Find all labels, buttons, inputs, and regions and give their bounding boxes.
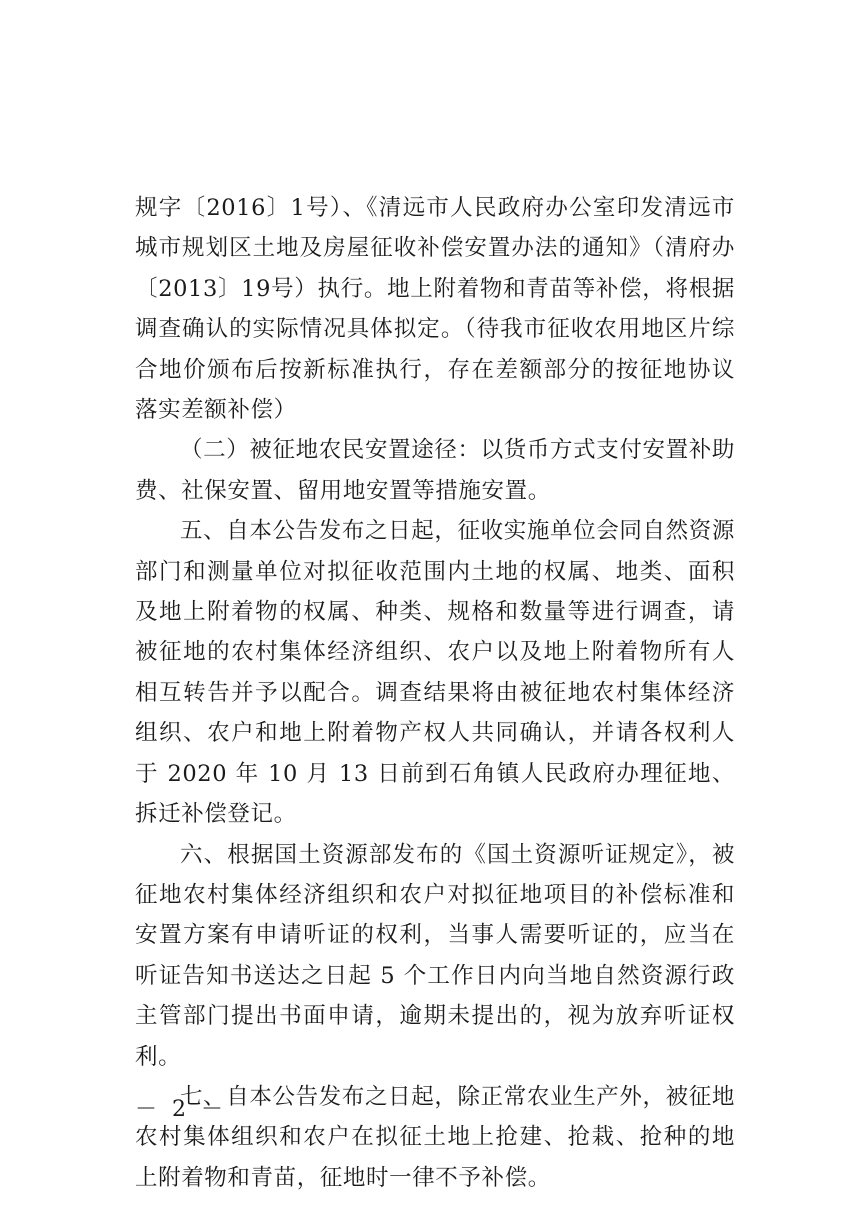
paragraph-section-7: 七、自本公告发布之日起，除正常农业生产外，被征地农村集体组织和农户在拟征土地上抢建、抢栽、抢种的地上附着物和青苗，征地时一律不予补偿。 bbox=[135, 1083, 735, 1191]
paragraph-section-6: 六、根据国土资源部发布的《国土资源听证规定》，被征地农村集体经济组织和农户对拟征地项目的补偿标准和安置方案有申请听证的权利，当事人需要听证的，应当在听证告知书送达之日起 5 个工作日内向当地自然资源行政主管部门提出书面申请，逾期未提出的，视为放弃听证权利。 bbox=[135, 841, 735, 1070]
document-body bbox=[135, 188, 735, 1198]
paragraph-continuation: 规字〔2016〕1号）、《清远市人民政府办公室印发清远市城市规划区土地及房屋征收补偿安置办法的通知》（清府办〔2013〕19号）执行。地上附着物和青苗等补偿，将根据调查确认的实际情况具体拟定。（待我市征收农用地区片综合地价颁布后按新标准执行，存在差额部分的按征地协议落实差额补偿） bbox=[135, 195, 735, 424]
paragraph-section-5: 五、自本公告发布之日起，征收实施单位会同自然资源部门和测量单位对拟征收范围内土地的权属、地类、面积及地上附着物的权属、种类、规格和数量等进行调查，请被征地的农村集体经济组织、农户以及地上附着物所有人相互转告并予以配合。调查结果将由被征地农村集体经济组织、农户和地上附着物产权人共同确认，并请各权利人于 2020 年 10 月 13 日前到石角镇人民政府办理征地、拆迁补偿登记。 bbox=[135, 518, 735, 828]
page-number: － 2 － bbox=[135, 1097, 227, 1122]
paragraph-resettlement: （二）被征地农民安置途径：以货币方式支付安置补助费、社保安置、留用地安置等措施安置。 bbox=[135, 437, 735, 504]
